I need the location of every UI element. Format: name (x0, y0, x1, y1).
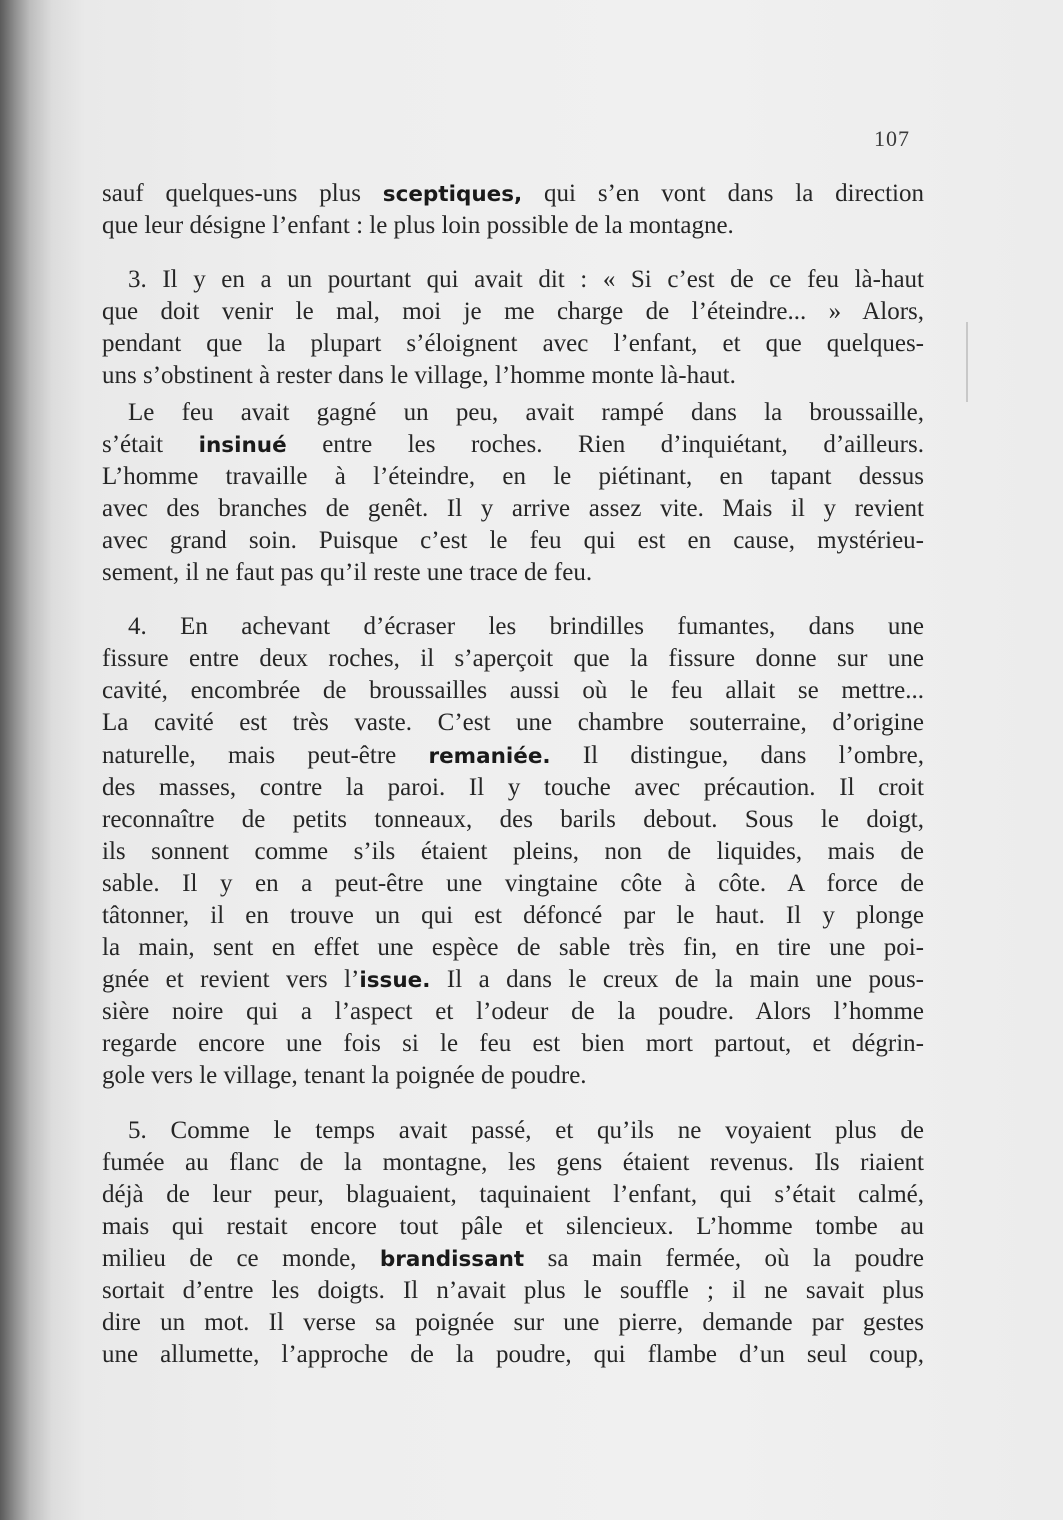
text-line (102, 493, 924, 525)
text-segment: sortait d’entre les doigts. Il n’avait plus le souffle ; il ne savait plus (102, 1277, 924, 1304)
text-segment: s’était (102, 430, 199, 458)
text-line (102, 932, 924, 964)
text-segment: que doit venir le mal, moi je me charge de l’éteindre... » Alors, (102, 298, 924, 326)
text-segment: cavité, encombrée de broussailles aussi où le feu allait se mettre... (102, 677, 924, 705)
text-line (102, 328, 924, 360)
text-segment: fissure entre deux roches, il s’aperçoit que la fissure donne sur une (102, 645, 924, 673)
text-line (102, 804, 924, 836)
text-segment: ils sonnent comme s’ils étaient pleins, non de liquides, mais de (102, 837, 924, 865)
text-line (102, 178, 924, 210)
text-line (102, 264, 924, 296)
bold-term: insinué (198, 432, 287, 458)
text-line (102, 1243, 924, 1275)
text-segment: des masses, contre la paroi. Il y touche avec précaution. Il croit (102, 773, 924, 801)
paragraph-gap (102, 589, 924, 611)
bold-term: sceptiques, (382, 182, 523, 207)
text-segment: la main, sent en effet une espèce de sable très fin, en tire une poi- (102, 934, 924, 962)
text-line (102, 707, 924, 739)
text-line (102, 772, 924, 804)
text-segment: Le feu avait gagné un peu, avait rampé dans la broussaille, (128, 398, 924, 426)
text-line (102, 1060, 924, 1092)
text-segment: mais qui restait encore tout pâle et silencieux. L’homme tombe au (102, 1212, 924, 1240)
text-segment: tâtonner, il en trouve un qui est défoncé par le haut. Il y plonge (102, 901, 924, 929)
text-segment: L’homme travaille à l’éteindre, en le piétinant, en tapant dessus (102, 462, 924, 490)
bold-term: remaniée. (428, 743, 551, 769)
text-line (102, 900, 924, 932)
text-line (102, 525, 924, 557)
text-segment: La cavité est très vaste. C’est une chambre souterraine, d’origine (102, 709, 924, 737)
text-segment: avec grand soin. Puisque c’est le feu qui est en cause, mystérieu- (102, 526, 924, 554)
text-segment: gole vers le village, tenant la poignée de poudre. (102, 1062, 587, 1090)
text-segment: regarde encore une fois si le feu est bien mort partout, et dégrin- (102, 1030, 924, 1058)
text-line (102, 740, 924, 772)
text-line (102, 643, 924, 675)
text-segment: déjà de leur peur, blaguaient, taquinaient l’enfant, qui s’était calmé, (102, 1180, 924, 1208)
text-segment: sière noire qui a l’aspect et l’odeur de la poudre. Alors l’homme (102, 998, 924, 1026)
text-segment: 3. Il y en a un pourtant qui avait dit : « Si c’est de ce feu là-haut (128, 266, 924, 294)
text-segment: pendant que la plupart s’éloignent avec l’enfant, et que quelques- (102, 330, 924, 358)
body-text (102, 178, 924, 1371)
text-segment: 4. En achevant d’écraser les brindilles fumantes, dans une (128, 613, 924, 641)
text-segment: sable. Il y en a peut-être une vingtaine côte à côte. A force de (102, 869, 924, 897)
text-segment: entre les roches. Rien d’inquiétant, d’ailleurs. (286, 430, 924, 458)
text-line (102, 996, 924, 1028)
bold-term: brandissant (379, 1246, 525, 1272)
paragraph-gap (102, 1093, 924, 1115)
text-segment: sauf quelques-uns plus (102, 180, 383, 207)
text-segment: naturelle, mais peut-être (102, 741, 429, 769)
text-line (102, 1115, 924, 1147)
margin-mark (966, 322, 968, 402)
text-line (102, 397, 924, 429)
text-line (102, 1028, 924, 1060)
text-line (102, 1307, 924, 1339)
text-segment: 5. Comme le temps avait passé, et qu’ils ne voyaient plus de (128, 1116, 924, 1144)
text-segment: sement, il ne faut pas qu’il reste une trace de feu. (102, 559, 593, 587)
text-segment: fumée au flanc de la montagne, les gens étaient revenus. Ils riaient (102, 1148, 924, 1176)
page-number: 107 (874, 126, 910, 151)
text-line (102, 360, 924, 392)
text-line (102, 1179, 924, 1211)
text-segment: que leur désigne l’enfant : le plus loin possible de la montagne. (102, 212, 734, 240)
text-segment: qui s’en vont dans la direction (522, 180, 925, 207)
text-segment: avec des branches de genêt. Il y arrive assez vite. Mais il y revient (102, 494, 924, 522)
text-segment: uns s’obstinent à rester dans le village, l’homme monte là-haut. (102, 362, 736, 390)
text-segment: gnée et revient vers l’ (102, 966, 360, 994)
text-line (102, 611, 924, 643)
text-segment: Il distingue, dans l’ombre, (550, 741, 924, 769)
text-line (102, 836, 924, 868)
text-line (102, 461, 924, 493)
text-segment: une allumette, l’approche de la poudre, qui flambe d’un seul coup, (102, 1341, 924, 1369)
text-line (102, 964, 924, 996)
paragraph-gap (102, 242, 924, 264)
text-segment: Il a dans le creux de la main une pous- (430, 966, 924, 994)
text-line (102, 1339, 924, 1371)
text-line (102, 296, 924, 328)
text-line (102, 429, 924, 461)
text-line (102, 675, 924, 707)
text-line (102, 557, 924, 589)
text-segment: sa main fermée, où la poudre (524, 1244, 924, 1272)
text-line (102, 1147, 924, 1179)
text-line (102, 868, 924, 900)
text-segment: milieu de ce monde, (102, 1244, 380, 1272)
text-line (102, 210, 924, 242)
text-line (102, 1211, 924, 1243)
text-line (102, 1275, 924, 1307)
bold-term: issue. (359, 968, 431, 994)
text-segment: dire un mot. Il verse sa poignée sur une pierre, demande par gestes (102, 1309, 924, 1337)
text-segment: reconnaître de petits tonneaux, des barils debout. Sous le doigt, (102, 805, 924, 833)
